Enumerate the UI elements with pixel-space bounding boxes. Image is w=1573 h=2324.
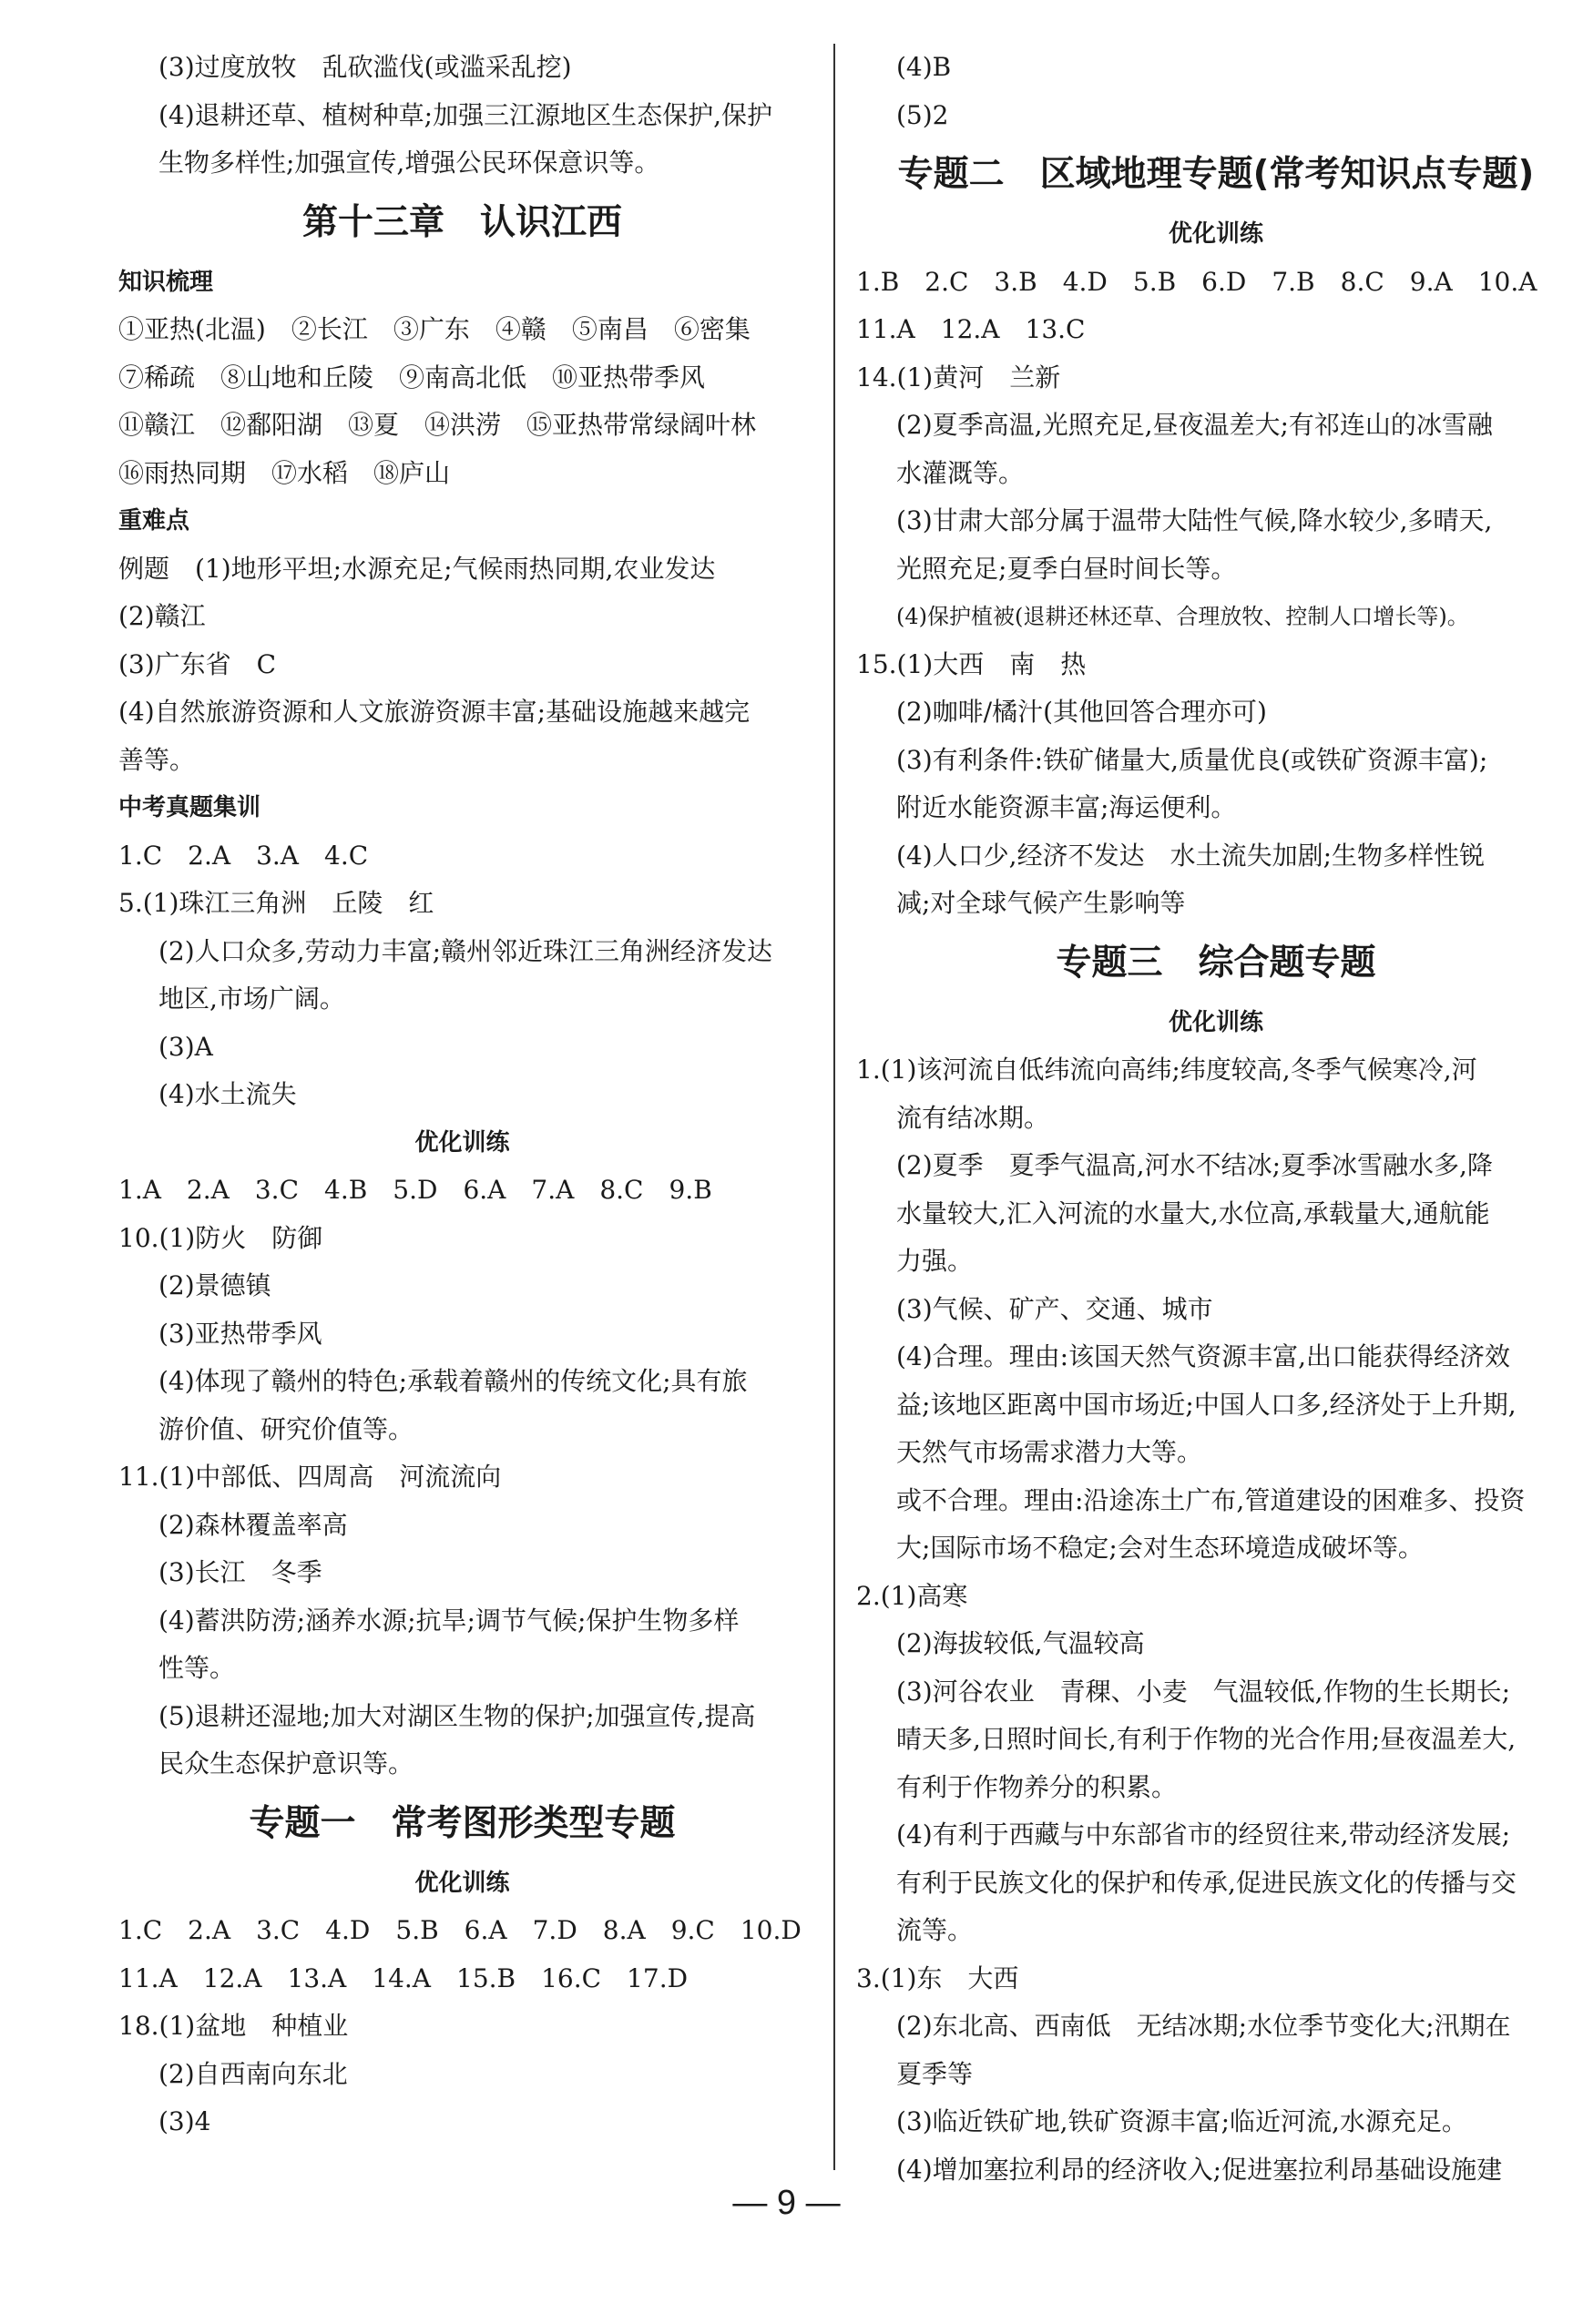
answer-line: 2.(1)高寒 <box>856 1580 968 1611</box>
answer-line: 附近水能资源丰富;海运便利。 <box>896 792 1237 822</box>
answer-line: 1.(1)该河流自低纬流向高纬;纬度较高,冬季气候寒冷,河 <box>856 1055 1477 1085</box>
answer-line: 益;该地区距离中国市场近;中国人口多,经济处于上升期, <box>896 1389 1517 1420</box>
answer-line: 11.(1)中部低、四周高 河流流向 <box>118 1462 502 1492</box>
answer-line: 游价值、研究价值等。 <box>158 1413 414 1444</box>
section-label-key-points: 重难点 <box>118 507 190 535</box>
answer-line: 地区,市场广阔。 <box>158 984 345 1014</box>
answer-line: 大;国际市场不稳定;会对生态环境造成破坏等。 <box>896 1533 1424 1563</box>
answer-line: (2)景德镇 <box>158 1270 271 1300</box>
answer-line: 减;对全球气候产生影响等 <box>896 888 1186 918</box>
answer-line: 1.C 2.A 3.C 4.D 5.B 6.A 7.D 8.A 9.C 10.D <box>118 1915 802 1945</box>
answer-line: (2)森林覆盖率高 <box>158 1509 348 1540</box>
answer-line: (4)人口少,经济不发达 水土流失加剧;生物多样性锐 <box>896 840 1485 871</box>
answer-line: (4)合理。理由:该国天然气资源丰富,出口能获得经济效 <box>896 1341 1510 1371</box>
answer-line: 力强。 <box>896 1246 974 1276</box>
answer-line: 有利于作物养分的积累。 <box>896 1771 1178 1802</box>
section-label-training: 优化训练 <box>414 1128 510 1157</box>
answer-line: 流等。 <box>896 1915 974 1945</box>
answer-line: (2)夏季 夏季气温高,河水不结冰;夏季冰雪融水多,降 <box>896 1150 1493 1180</box>
answer-line: 15.(1)大西 南 热 <box>856 648 1087 679</box>
section-label-knowledge: 知识梳理 <box>118 268 214 296</box>
answer-line: 11.A 12.A 13.C <box>856 314 1086 344</box>
answer-line: (3)河谷农业 青稞、小麦 气温较低,作物的生长期长; <box>896 1676 1510 1707</box>
section-label-training: 优化训练 <box>1168 220 1263 248</box>
answer-line: (4)保护植被(退耕还林还草、合理放牧、控制人口增长等)。 <box>896 604 1469 629</box>
answer-line: (4)增加塞拉利昂的经济收入;促进塞拉利昂基础设施建 <box>896 2154 1503 2185</box>
answer-line: 光照充足;夏季白昼时间长等。 <box>896 553 1237 584</box>
chapter-13-title: 第十三章 认识江西 <box>301 201 622 243</box>
answer-line: (5)退耕还湿地;加大对湖区生物的保护;加强宣传,提高 <box>158 1700 756 1731</box>
answer-line: 水量较大,汇入河流的水量大,水位高,承载量大,通航能 <box>896 1198 1490 1228</box>
answer-line: ①亚热(北温) ②长江 ③广东 ④赣 ⑤南昌 ⑥密集 <box>118 314 751 344</box>
answer-line: (3)过度放牧 乱砍滥伐(或滥采乱挖) <box>158 52 572 82</box>
answer-line: 性等。 <box>158 1653 236 1683</box>
answer-line: 天然气市场需求潜力大等。 <box>896 1437 1203 1467</box>
answer-line: (2)咖啡/橘汁(其他回答合理亦可) <box>896 697 1267 727</box>
answer-line: (4)退耕还草、植树种草;加强三江源地区生态保护,保护 <box>158 99 772 130</box>
right-column <box>856 44 1573 2194</box>
answer-line: (3)A <box>158 1031 213 1062</box>
answer-line: (3)临近铁矿地,铁矿资源丰富;临近河流,水源充足。 <box>896 2106 1467 2136</box>
answer-line: 例题 (1)地形平坦;水源充足;气候雨热同期,农业发达 <box>118 553 716 584</box>
answer-line: 晴天多,日照时间长,有利于作物的光合作用;昼夜温差大, <box>896 1724 1517 1754</box>
answer-line: 生物多样性;加强宣传,增强公民环保意识等。 <box>158 148 660 178</box>
answer-line: (4)B <box>896 52 952 82</box>
answer-line: 5.(1)珠江三角洲 丘陵 红 <box>118 888 434 918</box>
column-divider <box>833 44 835 2170</box>
answer-line: (2)人口众多,劳动力丰富;赣州邻近珠江三角洲经济发达 <box>158 935 772 966</box>
answer-line: (2)夏季高温,光照充足,昼夜温差大;有祁连山的冰雪融 <box>896 410 1493 440</box>
answer-line: (3)气候、矿产、交通、城市 <box>896 1293 1213 1324</box>
answer-line: 1.B 2.C 3.B 4.D 5.B 6.D 7.B 8.C 9.A 10.A <box>856 266 1537 297</box>
answer-line: (4)蓄洪防涝;涵养水源;抗旱;调节气候;保护生物多样 <box>158 1605 740 1636</box>
answer-line: 夏季等 <box>896 2058 974 2089</box>
page-number: — 9 — <box>732 2184 841 2222</box>
answer-line: 1.A 2.A 3.C 4.B 5.D 6.A 7.A 8.C 9.B <box>118 1175 712 1205</box>
answer-line: 11.A 12.A 13.A 14.A 15.B 16.C 17.D <box>118 1962 689 1993</box>
answer-line: (4)体现了赣州的特色;承载着赣州的传统文化;具有旅 <box>158 1366 748 1396</box>
answer-line: ⑪赣江 ⑫鄱阳湖 ⑬夏 ⑭洪涝 ⑮亚热带常绿阔叶林 <box>118 410 757 440</box>
section-label-training: 优化训练 <box>414 1869 510 1897</box>
answer-line: ⑯雨热同期 ⑰水稻 ⑱庐山 <box>118 457 451 488</box>
answer-line: 3.(1)东 大西 <box>856 1962 1019 1993</box>
answer-line: (2)东北高、西南低 无结冰期;水位季节变化大;汛期在 <box>896 2011 1511 2041</box>
answer-line: 民众生态保护意识等。 <box>158 1748 414 1779</box>
answer-line: (4)有利于西藏与中东部省市的经贸往来,带动经济发展; <box>896 1819 1510 1850</box>
answer-line: (2)自西南向东北 <box>158 2058 348 2089</box>
topic-2-title: 专题二 区域地理专题(常考知识点专题) <box>897 154 1535 195</box>
answer-line: (4)自然旅游资源和人文旅游资源丰富;基础设施越来越完 <box>118 697 751 727</box>
answer-line: (2)赣江 <box>118 601 206 631</box>
answer-line: (3)4 <box>158 2106 211 2136</box>
answer-line: (3)长江 冬季 <box>158 1557 322 1587</box>
answer-line: 10.(1)防火 防御 <box>118 1222 323 1253</box>
answer-line: 18.(1)盆地 种植业 <box>118 2011 349 2041</box>
answer-line: (3)甘肃大部分属于温带大陆性气候,降水较少,多晴天, <box>896 505 1493 535</box>
section-label-training: 优化训练 <box>1168 1008 1263 1036</box>
topic-3-title: 专题三 综合题专题 <box>1056 942 1376 984</box>
section-label-exam: 中考真题集训 <box>118 794 261 821</box>
answer-line: 水灌溉等。 <box>896 457 1025 488</box>
answer-line: (3)广东省 C <box>118 648 277 679</box>
topic-1-title: 专题一 常考图形类型专题 <box>249 1802 676 1844</box>
answer-line: 1.C 2.A 3.A 4.C <box>118 840 369 871</box>
answer-line: (3)亚热带季风 <box>158 1318 322 1349</box>
answer-line: 善等。 <box>118 744 196 775</box>
left-column <box>118 44 806 2146</box>
answer-line: 流有结冰期。 <box>896 1102 1050 1133</box>
answer-line: 有利于民族文化的保护和传承,促进民族文化的传播与交 <box>896 1867 1517 1898</box>
answer-line: (3)有利条件:铁矿储量大,质量优良(或铁矿资源丰富); <box>896 744 1488 775</box>
answer-line: (4)水土流失 <box>158 1079 297 1109</box>
answer-line: ⑦稀疏 ⑧山地和丘陵 ⑨南高北低 ⑩亚热带季风 <box>118 362 706 392</box>
answer-line: 14.(1)黄河 兰新 <box>856 362 1061 392</box>
answer-line: (2)海拔较低,气温较高 <box>896 1628 1145 1658</box>
answer-line: (5)2 <box>896 99 949 130</box>
answer-line: 或不合理。理由:沿途冻土广布,管道建设的困难多、投资 <box>896 1484 1526 1515</box>
